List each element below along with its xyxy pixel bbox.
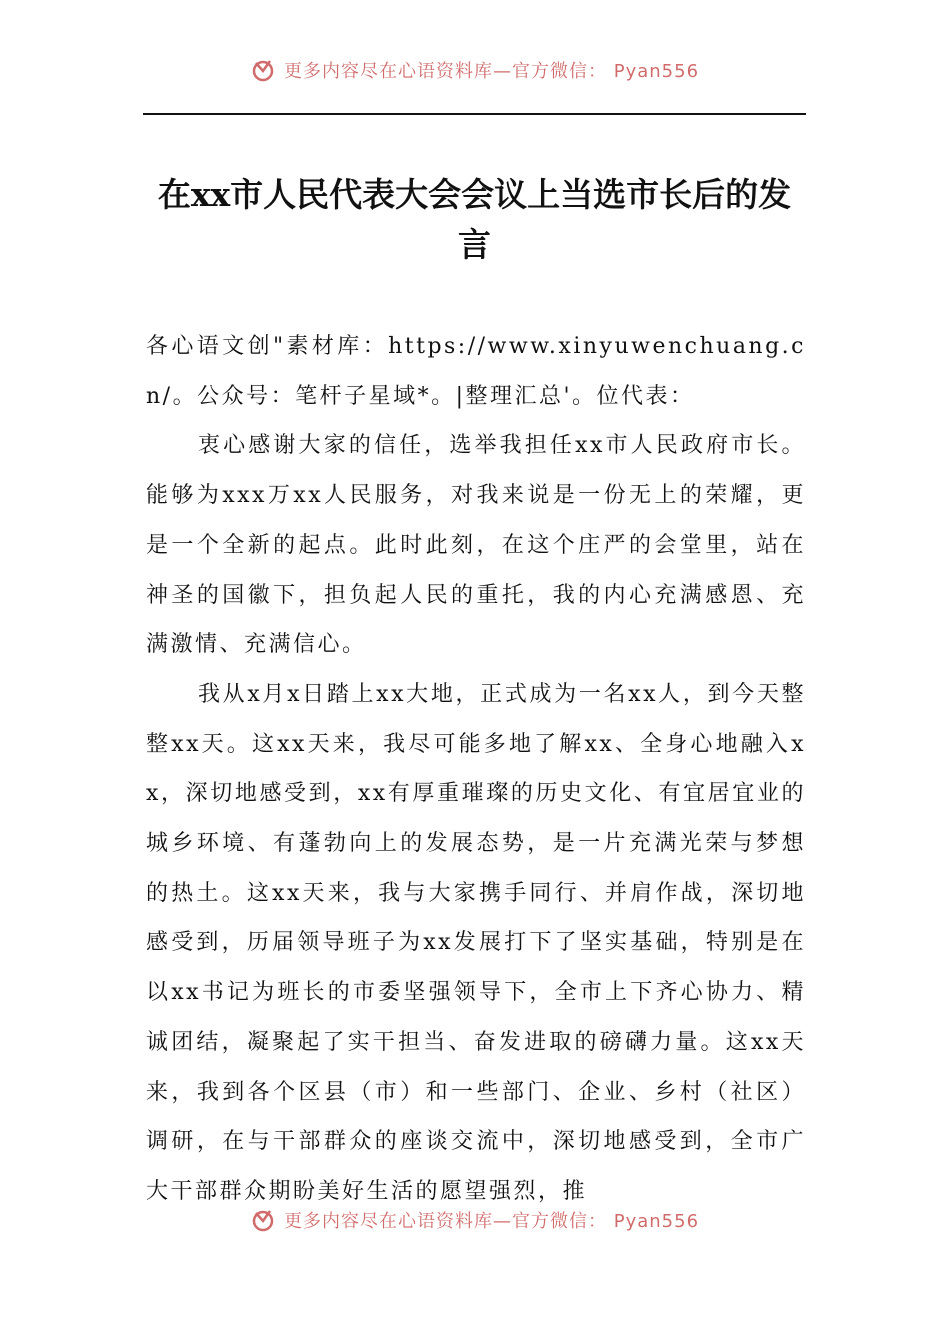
logo-icon (250, 1207, 276, 1233)
document-title: 在xx市人民代表大会会议上当选市长后的发言 (157, 175, 792, 264)
watermark-text: 更多内容尽在心语资料库—官方微信： Pyan556 (284, 1211, 700, 1232)
paragraph: 衷心感谢大家的信任，选举我担任xx市人民政府市长。能够为xxx万xx人民服务，对我来说是一份无上的荣耀，更是一个全新的起点。此时此刻，在这个庄严的会堂里，站在神圣的国徽下，担负起人民的重托，我的内心充满感恩、充满激情、充满信心。 (146, 433, 806, 658)
header-divider (143, 113, 806, 115)
logo-icon (250, 57, 276, 83)
document-body (146, 322, 806, 1217)
watermark-bottom (250, 1206, 699, 1234)
salutation: 各心语文创"素材库：https://www.xinyuwenchuang.cn/。公众号：笔杆子星域*。|整理汇总'。位代表： (146, 334, 806, 409)
paragraph: 我从x月x日踏上xx大地，正式成为一名xx人，到今天整整xx天。这xx天来，我尽可能多地了解xx、全身心地融入xx，深切地感受到，xx有厚重璀璨的历史文化、有宜居宜业的城乡环境、有蓬勃向上的发展态势，是一片充满光荣与梦想的热土。这xx天来，我与大家携手同行、并肩作战，深切地感受到，历届领导班子为xx发展打下了坚实基础，特别是在以xx书记为班长的市委坚强领导下，全市上下齐心协力、精诚团结，凝聚起了实干担当、奋发进取的磅礴力量。这xx天来，我到各个区县（市）和一些部门、企业、乡村（社区）调研，在与干部群众的座谈交流中，深切地感受到，全市广大干部群众期盼美好生活的愿望强烈，推 (146, 681, 806, 1204)
watermark-text: 更多内容尽在心语资料库—官方微信： Pyan556 (284, 61, 700, 82)
watermark-top (250, 56, 699, 84)
